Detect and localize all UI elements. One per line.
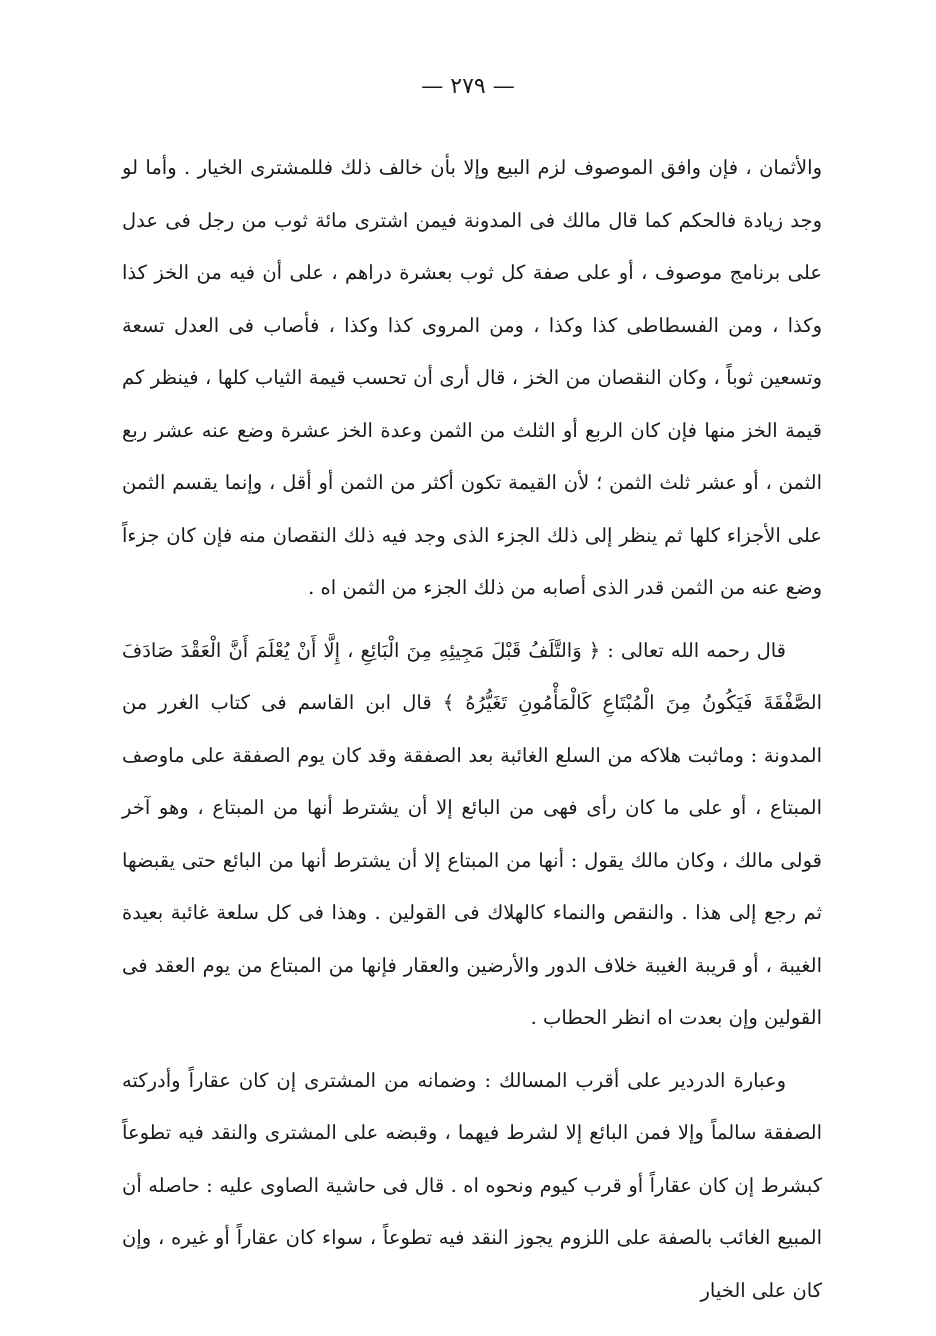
paragraph-1: والأثمان ، فإن وافق الموصوف لزم البيع وإلا بأن خالف ذلك فللمشترى الخيار . وأما لو وجد زيادة فالحكم كما قال مالك فى المدونة فيمن اشترى مائة ثوب من رجل فى عدل على برنامج موصوف ، أو على صفة كل ثوب بعشرة دراهم ، على أن فيه من الخز كذا وكذا ، ومن الفسطاطى كذا وكذا ، ومن المروى كذا وكذا ، فأصاب فى العدل تسعة وتسعين ثوباً ، وكان النقصان من الخز ، قال أرى أن تحسب قيمة الثياب كلها ، فينظر كم قيمة الخز منها فإن كان الربع أو الثلث من الثمن وعدة الخز عشرة وضع عنه عشر ربع الثمن ، أو عشر ثلث الثمن ؛ لأن القيمة تكون أكثر من الثمن أو أقل ، وإنما يقسم الثمن على الأجزاء كلها ثم ينظر إلى ذلك الجزء الذى وجد فيه ذلك النقصان منه فإن كان جزءاً وضع عنه من الثمن قدر الذى أصابه من ذلك الجزء من الثمن اه .: [122, 156, 822, 599]
paragraph-3: وعبارة الدردير على أقرب المسالك : وضمانه من المشترى إن كان عقاراً وأدركته الصفقة سالماً وإلا فمن البائع إلا لشرط فيهما ، وقبضه على المشترى والنقد فيه تطوعاً كبشرط إن كان عقاراً أو قرب كيوم ونحوه اه . قال فى حاشية الصاوى عليه : حاصله أن المبيع الغائب بالصفة على اللزوم يجوز النقد فيه تطوعاً ، سواء كان عقاراً أو غيره ، وإن كان على الخيار: [122, 1068, 822, 1302]
paragraph-2: قال رحمه الله تعالى : ﴿ وَالتَّلَفُ قَبْلَ مَجِيئِهِ مِنَ الْبَائِعِ ، إِلَّا أَنْ يُعْلَمَ أَنَّ الْعَقْدَ صَادَفَ الصَّفْقَةَ فَيَكُونُ مِنَ الْمُبْتَاعِ كَالْمَأْمُونِ تَغَيُّرُهُ ﴾ قال ابن القاسم فى كتاب الغرر من المدونة : وماثبت هلاكه من السلع الغائبة بعد الصفقة وقد كان يوم الصفقة على ماوصف المبتاع ، أو على ما كان رأى فهى من البائع إلا أن يشترط أنها من المبتاع ، وهو آخر قولى مالك ، وكان مالك يقول : أنها من المبتاع إلا أن يشترط أنها من البائع حتى يقبضها ثم رجع إلى هذا . والنقص والنماء كالهلاك فى القولين . وهذا فى كل سلعة غائبة بعيدة الغيبة ، أو قريبة الغيبة خلاف الدور والأرضين والعقار فإنها من المبتاع من يوم العقد فى القولين وإن بعدت اه انظر الحطاب .: [122, 638, 822, 1029]
page-number: — ٢٧٩ —: [421, 74, 515, 99]
page-text: [122, 138, 822, 1317]
